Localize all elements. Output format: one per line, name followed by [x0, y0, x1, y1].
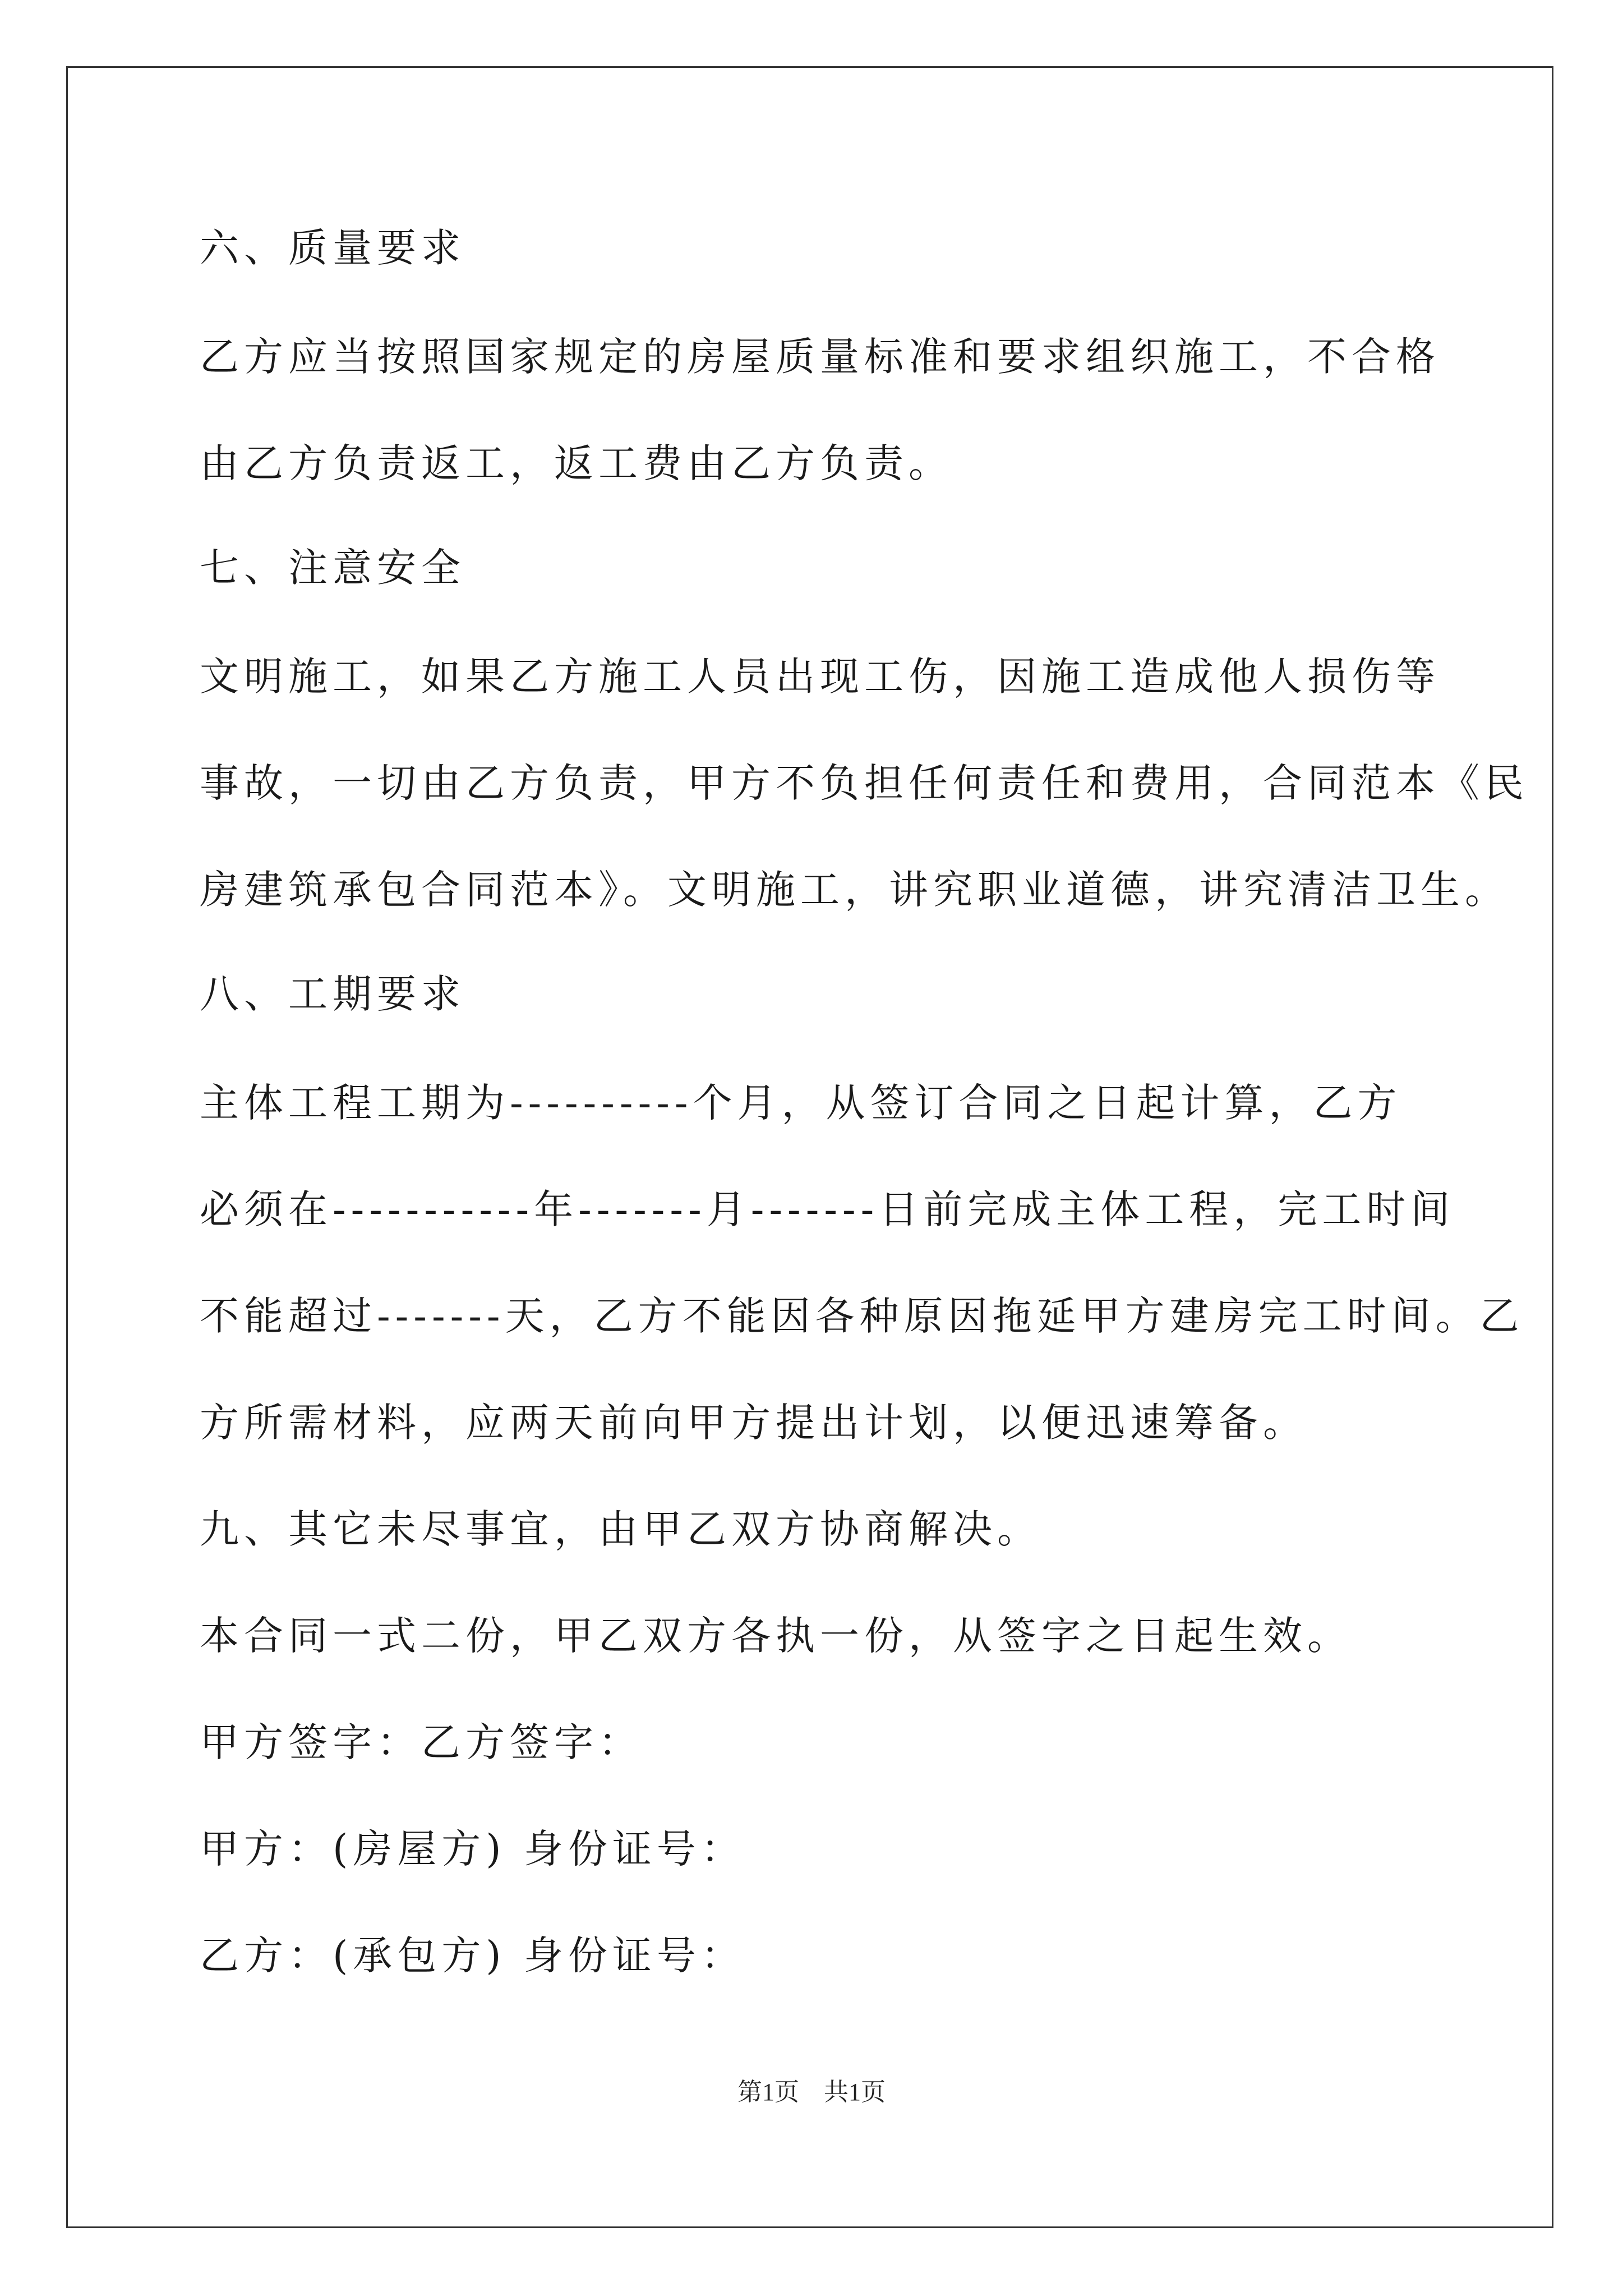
paragraph-safety-line-3: 房建筑承包合同范本》。文明施工，讲究职业道德，讲究清洁卫生。 — [200, 867, 1509, 913]
paragraph-schedule-line-3: 不能超过-------天，乙方不能因各种原因拖延甲方建房完工时间。乙 — [200, 1293, 1524, 1339]
page-footer — [0, 2076, 1623, 2109]
heading-quality: 六、质量要求 — [200, 225, 465, 271]
heading-schedule: 八、工期要求 — [200, 971, 465, 1017]
party-b-id-line: 乙方：(承包方) 身份证号： — [200, 1932, 745, 1978]
paragraph-safety-line-1: 文明施工，如果乙方施工人员出现工伤，因施工造成他人损伤等 — [200, 654, 1440, 700]
paragraph-schedule-line-1: 主体工程工期为----------个月，从签订合同之日起计算，乙方 — [200, 1080, 1402, 1126]
page-border — [66, 66, 1553, 2228]
paragraph-quality-line-2: 由乙方负责返工，返工费由乙方负责。 — [200, 440, 953, 486]
paragraph-schedule-line-4: 方所需材料，应两天前向甲方提出计划，以便迅速筹备。 — [200, 1400, 1307, 1446]
party-a-id-line: 甲方：(房屋方) 身份证号： — [200, 1826, 745, 1872]
paragraph-copies: 本合同一式二份，甲乙双方各执一份，从签字之日起生效。 — [200, 1613, 1352, 1659]
paragraph-other-matters: 九、其它未尽事宜，由甲乙双方协商解决。 — [200, 1506, 1041, 1552]
page-number: 第1页 — [737, 2078, 799, 2106]
signature-line: 甲方签字：乙方签字： — [200, 1719, 643, 1765]
paragraph-safety-line-2: 事故，一切由乙方负责，甲方不负担任何责任和费用，合同范本《民 — [200, 760, 1529, 806]
page-total: 共1页 — [824, 2078, 886, 2106]
paragraph-schedule-line-2: 必须在-----------年-------月-------日前完成主体工程，完工时间 — [200, 1186, 1455, 1232]
paragraph-quality-line-1: 乙方应当按照国家规定的房屋质量标准和要求组织施工，不合格 — [200, 334, 1440, 380]
heading-safety: 七、注意安全 — [200, 545, 465, 591]
